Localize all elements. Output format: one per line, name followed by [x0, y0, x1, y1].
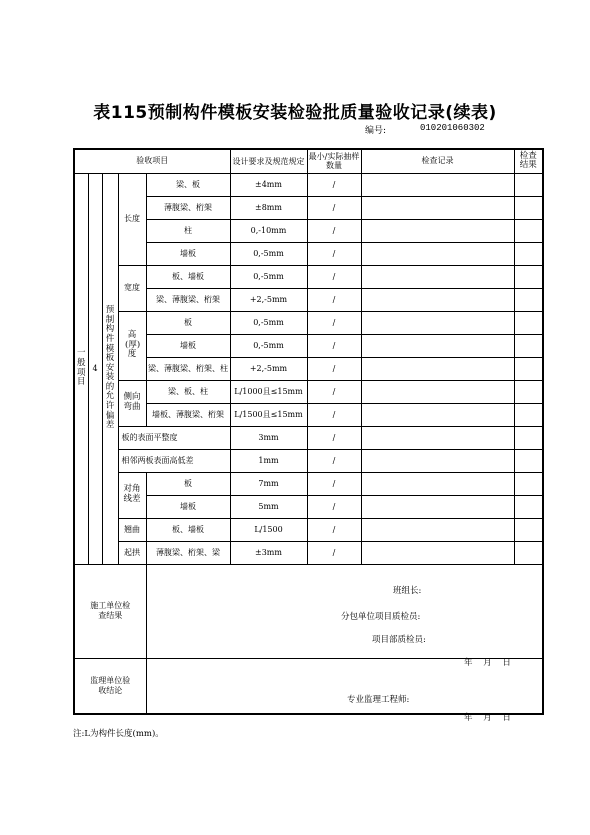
sub-diag: 对角线差: [118, 472, 146, 518]
row-record[interactable]: [361, 219, 514, 242]
header-result: 检查结果: [514, 149, 543, 173]
sub-length: 长度: [118, 173, 146, 265]
construction-label: 施工单位检查结果: [74, 564, 146, 658]
row-result[interactable]: [514, 288, 543, 311]
row-req: 0,-5mm: [230, 311, 307, 334]
row-req: L/1000且≤15mm: [230, 380, 307, 403]
row-record[interactable]: [361, 265, 514, 288]
row-record[interactable]: [361, 426, 514, 449]
row-sample: /: [307, 242, 361, 265]
row-result[interactable]: [514, 219, 543, 242]
row-record[interactable]: [361, 242, 514, 265]
row-sample: /: [307, 219, 361, 242]
row-result[interactable]: [514, 449, 543, 472]
row-result[interactable]: [514, 196, 543, 219]
row-name: 板、墙板: [146, 518, 230, 541]
row-name: 梁、板、柱: [146, 380, 230, 403]
row-sample: /: [307, 173, 361, 196]
row-name: 柱: [146, 219, 230, 242]
sub-width: 宽度: [118, 265, 146, 311]
row-name: 板: [146, 311, 230, 334]
row-req: L/1500: [230, 518, 307, 541]
footnote: 注:L为构件长度(mm)。: [73, 729, 164, 739]
row-result[interactable]: [514, 518, 543, 541]
row-name: 梁、板: [146, 173, 230, 196]
row-result[interactable]: [514, 403, 543, 426]
page-title: 表115预制构件模板安装检验批质量验收记录(续表): [93, 103, 497, 123]
row-sample: /: [307, 311, 361, 334]
team-leader-label: 班组长:: [393, 586, 422, 596]
row-sample: /: [307, 541, 361, 564]
row-name: 梁、薄腹梁、桁架: [146, 288, 230, 311]
code-value: 010201060302: [420, 123, 485, 133]
sub-height: 高(厚)度: [118, 311, 146, 380]
row-record[interactable]: [361, 541, 514, 564]
row-name: 薄腹梁、桁架: [146, 196, 230, 219]
row-sample: /: [307, 380, 361, 403]
row-result[interactable]: [514, 541, 543, 564]
row-result[interactable]: [514, 311, 543, 334]
row-sample: /: [307, 288, 361, 311]
header-sample: 最小/实际抽样数量: [307, 149, 361, 173]
row-name: 墙板、薄腹梁、桁架: [146, 403, 230, 426]
row-record[interactable]: [361, 334, 514, 357]
supervision-label: 监理单位验收结论: [74, 658, 146, 714]
row-result[interactable]: [514, 472, 543, 495]
row-sample: /: [307, 472, 361, 495]
row-record[interactable]: [361, 518, 514, 541]
sub-arch: 起拱: [118, 541, 146, 564]
row-req: 3mm: [230, 426, 307, 449]
row-result[interactable]: [514, 265, 543, 288]
row-name: 板、墙板: [146, 265, 230, 288]
group-label: 预制构件模板安装的允许偏差: [102, 173, 118, 564]
row-req: +2,-5mm: [230, 357, 307, 380]
row-req: ±8mm: [230, 196, 307, 219]
row-result[interactable]: [514, 495, 543, 518]
row-sample: /: [307, 449, 361, 472]
row-result[interactable]: [514, 357, 543, 380]
sub-bend: 侧向弯曲: [118, 380, 146, 426]
row-sample: /: [307, 403, 361, 426]
inspection-table: [73, 148, 544, 715]
construction-date: 年 月 日: [464, 658, 511, 668]
row-sample: /: [307, 334, 361, 357]
row-sample: /: [307, 196, 361, 219]
row-req: 0,-5mm: [230, 334, 307, 357]
row-req: ±4mm: [230, 173, 307, 196]
row-req: ±3mm: [230, 541, 307, 564]
row-record[interactable]: [361, 472, 514, 495]
row-name: 墙板: [146, 334, 230, 357]
row-record[interactable]: [361, 380, 514, 403]
header-design: 设计要求及规范规定: [230, 149, 307, 173]
row-name: 相邻两板表面高低差: [118, 449, 230, 472]
code-label: 编号:: [365, 126, 387, 136]
header-item: 验收项目: [74, 149, 230, 173]
row-name: 板: [146, 472, 230, 495]
row-req: 0,-5mm: [230, 265, 307, 288]
sub-warp: 翘曲: [118, 518, 146, 541]
row-sample: /: [307, 265, 361, 288]
row-result[interactable]: [514, 173, 543, 196]
sub-inspector-label: 分包单位项目质检员:: [341, 612, 421, 622]
item-number: 4: [88, 173, 102, 564]
row-record[interactable]: [361, 311, 514, 334]
row-name: 薄腹梁、桁架、梁: [146, 541, 230, 564]
row-req: 0,-10mm: [230, 219, 307, 242]
row-name: 梁、薄腹梁、桁架、柱: [146, 357, 230, 380]
row-record[interactable]: [361, 173, 514, 196]
row-result[interactable]: [514, 242, 543, 265]
row-result[interactable]: [514, 380, 543, 403]
row-name: 墙板: [146, 495, 230, 518]
row-record[interactable]: [361, 288, 514, 311]
row-sample: /: [307, 357, 361, 380]
row-req: 0,-5mm: [230, 242, 307, 265]
row-record[interactable]: [361, 196, 514, 219]
engineer-label: 专业监理工程师:: [347, 695, 410, 705]
row-name: 墙板: [146, 242, 230, 265]
row-result[interactable]: [514, 426, 543, 449]
row-sample: /: [307, 495, 361, 518]
row-sample: /: [307, 518, 361, 541]
row-req: 7mm: [230, 472, 307, 495]
row-result[interactable]: [514, 334, 543, 357]
header-record: 检查记录: [361, 149, 514, 173]
row-req: +2,-5mm: [230, 288, 307, 311]
inspector-label: 项目部质检员:: [372, 635, 426, 645]
row-record[interactable]: [361, 357, 514, 380]
row-record[interactable]: [361, 449, 514, 472]
row-name: 板的表面平整度: [118, 426, 230, 449]
row-req: 1mm: [230, 449, 307, 472]
row-record[interactable]: [361, 495, 514, 518]
row-req: 5mm: [230, 495, 307, 518]
row-sample: /: [307, 426, 361, 449]
supervision-date: 年 月 日: [464, 713, 511, 723]
row-req: L/1500且≤15mm: [230, 403, 307, 426]
row-record[interactable]: [361, 403, 514, 426]
section-label: 一般项目: [74, 173, 88, 564]
